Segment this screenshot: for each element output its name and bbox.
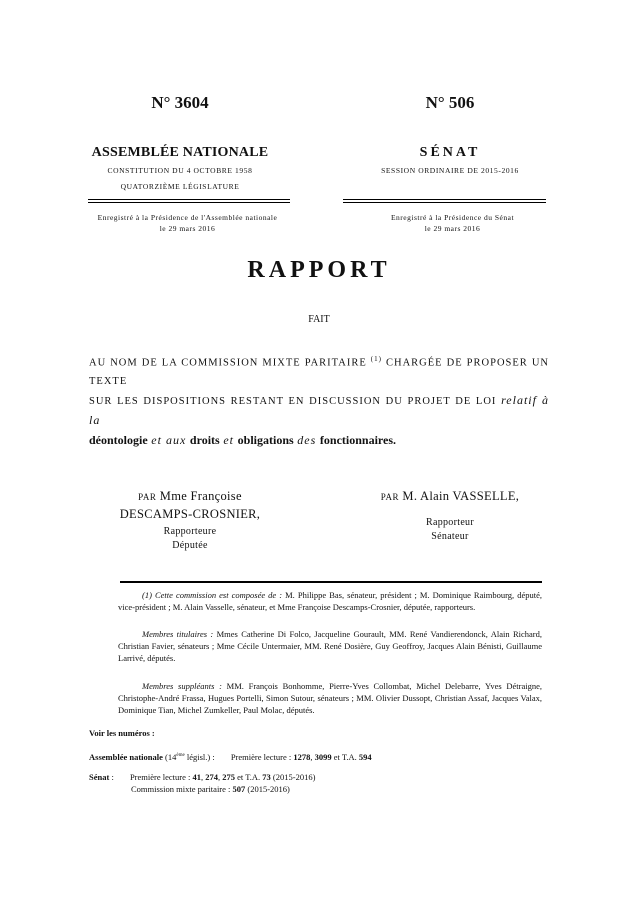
an-number-ref: 594 <box>358 751 372 762</box>
numbers-heading: Voir les numéros : <box>89 728 155 738</box>
intro-bold: fonctionnaires. <box>319 432 397 447</box>
footnote-intro: (1) Cette commission est composée de : <box>142 590 283 600</box>
footnote-suppleants <box>118 680 542 716</box>
an-numbers-label: Assemblée nationale <box>89 751 163 762</box>
intro-italic: et <box>223 432 235 447</box>
cmp-numbers-label: Commission mixte paritaire : <box>131 784 231 794</box>
senat-registered <box>320 212 585 234</box>
intro-bold: obligations <box>237 432 294 447</box>
an-name: ASSEMBLÉE NATIONALE <box>91 145 269 160</box>
senat-number-ref: 41 <box>192 772 201 782</box>
senat-session: SESSION ORDINAIRE DE 2015-2016 <box>381 166 519 175</box>
footnote-text: MM. François Bonhomme, Pierre-Yves Collombat, Michel Delebarre, Yves Détraigne, Christophe-André Frassa, Hugues Portelli, Simon Sutour, sénateurs ; MM. Olivier Dussopt, Christian Assaf, Jacques Valax, Dominique Tian, Michel Zumkeller, Paul Molac, députés. <box>118 681 543 715</box>
right-sig-role: Rapporteur <box>426 517 474 528</box>
footnote-titulaires <box>118 628 542 664</box>
an-number: N° 3604 <box>151 93 209 112</box>
senat-number-ref: 275 <box>222 772 235 782</box>
intro-text: SUR LES DISPOSITIONS RESTANT EN DISCUSSION DU PROJET DE LOI <box>89 395 497 407</box>
page-title: RAPPORT <box>247 257 391 283</box>
an-numbers-reading: Première lecture : <box>230 751 292 762</box>
left-sig-name <box>90 488 290 506</box>
senat-numbers-label: Sénat <box>89 772 110 782</box>
senat-number: N° 506 <box>425 93 475 112</box>
footnote-intro: Membres titulaires : <box>142 629 214 639</box>
intro-text: CHARGÉE DE PROPOSER UN TEXTE <box>89 357 549 387</box>
footnote-text: M. Philippe Bas, sénateur, président ; M. Dominique Raimbourg, député, vice-président ; M. Alain Vasselle, sénateur, et Mme Françoise Descamps-Crosnier, députée, rapporteurs. <box>118 590 542 612</box>
an-number-ref: 3099 <box>314 751 332 762</box>
an-number-ref: 1278 <box>293 751 311 762</box>
par-label: PAR <box>138 492 157 502</box>
left-sig-name1: Mme Françoise <box>159 489 242 503</box>
right-signature <box>340 488 560 544</box>
an-numbers-sup: ème <box>176 753 185 758</box>
right-sig-chamber: Sénateur <box>431 531 469 542</box>
an-registered-date: le 29 mars 2016 <box>159 224 216 233</box>
an-numbers-text: législ.) : <box>186 751 215 762</box>
cmp-numbers-years: (2015-2016) <box>247 784 290 794</box>
senat-name: SÉNAT <box>419 145 481 160</box>
fait-label: FAIT <box>308 314 330 325</box>
senat-numbers: Sénat : Première lecture : 41, 274, 275 et T.A. 73 (2015-2016) <box>89 772 316 782</box>
footnote-composition <box>118 589 542 613</box>
senat-number-ref: 73 <box>262 772 271 782</box>
footnote-divider <box>120 581 542 583</box>
an-numbers: Assemblée nationale (14ème législ.) : Première lecture : 1278, 3099 et T.A. 594 <box>89 751 372 762</box>
right-sig-name-text: M. Alain VASSELLE, <box>402 489 520 503</box>
intro-bold: déontologie <box>89 432 148 447</box>
an-registered-text: Enregistré à la Présidence de l'Assemblée nationale <box>97 213 278 222</box>
left-sig-role: Rapporteure <box>163 526 217 537</box>
divider <box>88 202 290 203</box>
intro-paragraph <box>89 350 549 451</box>
left-sig-name2: DESCAMPS-CROSNIER, <box>119 507 261 521</box>
intro-line-3 <box>89 431 549 451</box>
an-registered <box>55 212 320 234</box>
intro-text: AU NOM DE LA COMMISSION MIXTE PARITAIRE <box>89 357 367 369</box>
divider <box>343 202 546 203</box>
senat-number-ref: 274 <box>205 772 218 782</box>
intro-italic: des <box>297 432 317 447</box>
intro-italic: et aux <box>151 432 187 447</box>
divider <box>343 199 546 200</box>
intro-italic: relatif à la <box>89 392 549 427</box>
an-legislature: QUATORZIÈME LÉGISLATURE <box>120 182 240 191</box>
divider <box>88 199 290 200</box>
cmp-numbers <box>131 783 290 795</box>
left-sig-chamber: Députée <box>172 540 208 551</box>
left-signature <box>90 488 290 553</box>
senat-registered-date: le 29 mars 2016 <box>424 224 481 233</box>
an-numbers-text: (14 <box>165 751 177 762</box>
cmp-number-ref: 507 <box>232 784 246 794</box>
senat-numbers-text: et T.A. <box>237 772 261 782</box>
an-constitution: CONSTITUTION DU 4 OCTOBRE 1958 <box>107 166 253 175</box>
senat-numbers-years: (2015-2016) <box>272 772 316 782</box>
intro-line-1 <box>89 350 549 391</box>
footnote-marker: (1) <box>370 355 382 363</box>
right-sig-name <box>340 488 560 506</box>
an-numbers-text: et T.A. <box>333 751 357 762</box>
par-label: PAR <box>380 492 399 502</box>
senat-numbers-reading: Première lecture : <box>129 772 191 782</box>
intro-bold: droits <box>189 432 220 447</box>
footnote-intro: Membres suppléants : <box>142 681 222 691</box>
senat-registered-text: Enregistré à la Présidence du Sénat <box>390 213 515 222</box>
footnote-text: Mmes Catherine Di Folco, Jacqueline Gourault, MM. René Vandierendonck, Alain Richard, Christian Favier, sénateurs ; Mme Cécile Untermaier, MM. René Dosière, Guy Geoffroy, Jacques Alain Bénisti, Guillaume Larrivé, députés. <box>118 629 543 663</box>
intro-line-2 <box>89 391 549 431</box>
